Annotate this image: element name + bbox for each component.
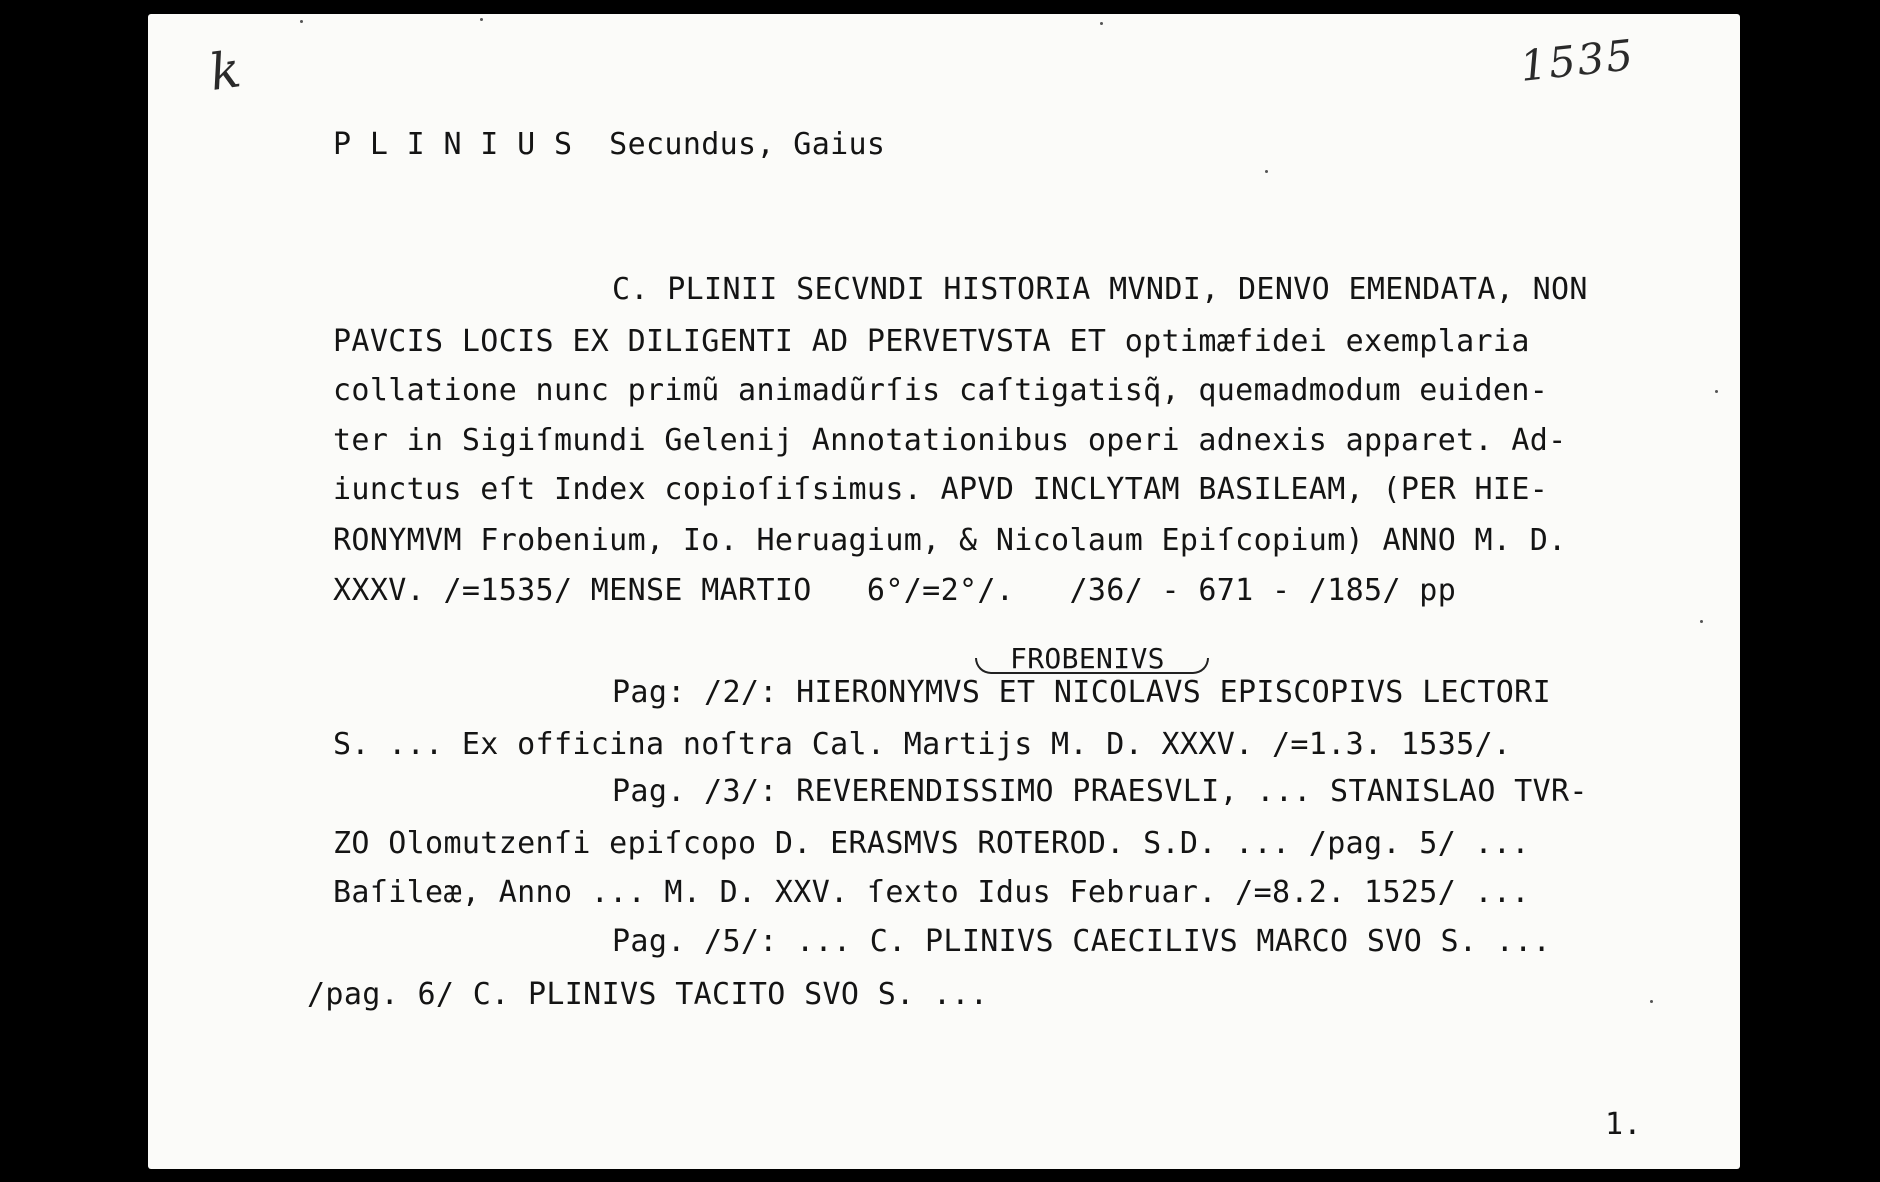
- handwritten-year: 1535: [1517, 30, 1638, 91]
- author-heading: P L I N I U S Secundus, Gaius: [333, 127, 886, 162]
- title-line-7: XXXV. /=1535/ MENSE MARTIO 6°/=2°/. /36/ - 671 - /185/ pp: [333, 573, 1457, 608]
- notes-line-6: Pag. /5/: ... C. PLINIVS CAECILIVS MARCO SVO S. ...: [612, 924, 1551, 959]
- notes-line-4: ZO Olomutzenſi epiſcopo D. ERASMVS ROTEROD. S.D. ... /pag. 5/ ...: [333, 826, 1530, 861]
- insertion-note: FROBENIVS: [1010, 642, 1165, 675]
- scan-speck: [1265, 170, 1268, 173]
- title-line-4: ter in Sigiſmundi Gelenij Annotationibus operi adnexis apparet. Ad-: [333, 423, 1567, 458]
- card-page-number: 1.: [1605, 1107, 1642, 1142]
- title-line-1: C. PLINII SECVNDI HISTORIA MVNDI, DENVO EMENDATA, NON: [612, 272, 1588, 307]
- title-line-5: iunctus eſt Index copioſiſsimus. APVD INCLYTAM BASILEAM, (PER HIE-: [333, 472, 1549, 507]
- title-line-6: RONYMVM Frobenium, Io. Heruagium, & Nicolaum Epiſcopium) ANNO M. D.: [333, 523, 1567, 558]
- handwritten-mark: k: [206, 40, 245, 102]
- scan-speck: [1700, 620, 1703, 623]
- notes-line-1: Pag: /2/: HIERONYMVS ET NICOLAVS EPISCOPIVS LECTORI: [612, 675, 1551, 710]
- notes-line-7: /pag. 6/ C. PLINIVS TACITO SVO S. ...: [307, 977, 989, 1012]
- scan-speck: [480, 18, 483, 21]
- insertion-brace: [975, 658, 1209, 674]
- scan-speck: [1715, 390, 1718, 393]
- scan-speck: [1100, 22, 1103, 25]
- notes-line-3: Pag. /3/: REVERENDISSIMO PRAESVLI, ... STANISLAO TVR-: [612, 774, 1588, 809]
- scan-speck: [300, 20, 303, 23]
- notes-line-5: Baſileæ, Anno ... M. D. XXV. ſexto Idus Februar. /=8.2. 1525/ ...: [333, 875, 1530, 910]
- title-line-3: collatione nunc primũ animadũrſis caſtigatisq̃, quemadmodum euiden-: [333, 373, 1549, 408]
- title-line-2: PAVCIS LOCIS EX DILIGENTI AD PERVETVSTA ET optimæfidei exemplaria: [333, 324, 1530, 359]
- notes-line-2: S. ... Ex officina noſtra Cal. Martijs M. D. XXXV. /=1.3. 1535/.: [333, 727, 1512, 762]
- scan-speck: [1650, 1000, 1653, 1003]
